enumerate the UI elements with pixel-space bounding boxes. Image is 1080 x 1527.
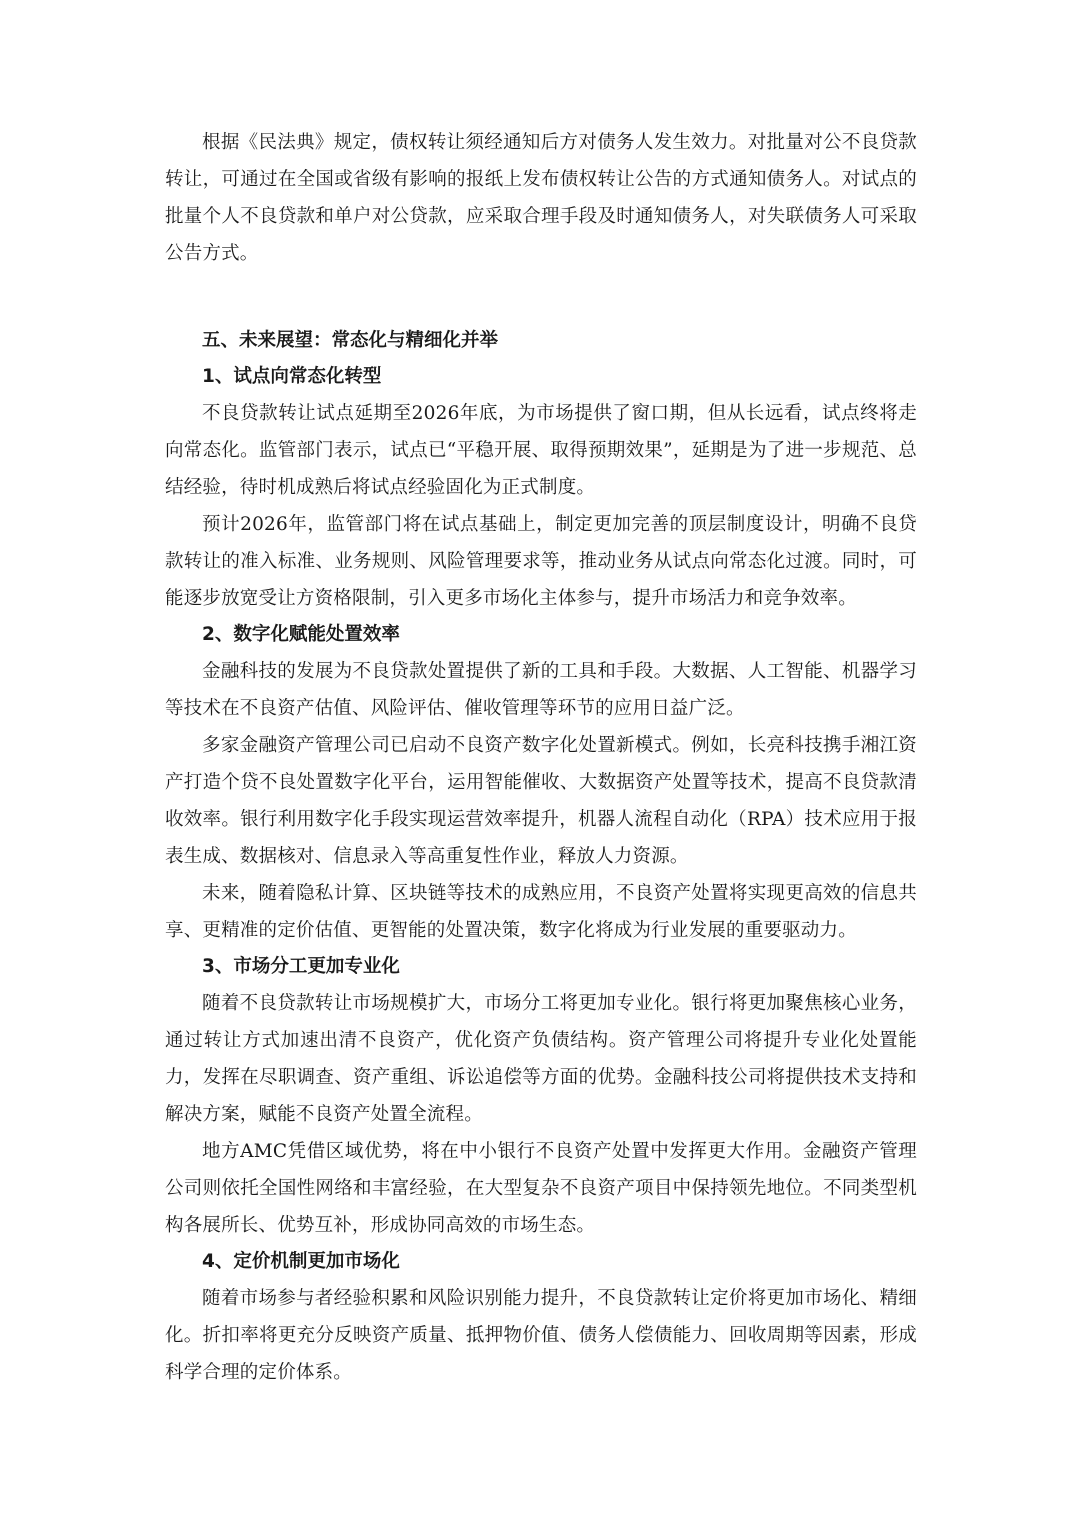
document-body bbox=[165, 124, 917, 1391]
paragraph: 预计2026年，监管部门将在试点基础上，制定更加完善的顶层制度设计，明确不良贷款转让的准入标准、业务规则、风险管理要求等，推动业务从试点向常态化过渡。同时，可能逐步放宽受让方资格限制，引入更多市场化主体参与，提升市场活力和竞争效率。 bbox=[165, 514, 917, 609]
intro-paragraph: 根据《民法典》规定，债权转让须经通知后方对债务人发生效力。对批量对公不良贷款转让，可通过在全国或省级有影响的报纸上发布债权转让公告的方式通知债务人。对试点的批量个人不良贷款和单户对公贷款，应采取合理手段及时通知债务人，对失联债务人可采取公告方式。 bbox=[165, 132, 917, 264]
subheading-pilot-normalization: 1、试点向常态化转型 bbox=[202, 366, 382, 387]
subheading-market-specialization: 3、市场分工更加专业化 bbox=[202, 956, 400, 977]
paragraph: 随着不良贷款转让市场规模扩大，市场分工将更加专业化。银行将更加聚焦核心业务，通过转让方式加速出清不良资产，优化资产负债结构。资产管理公司将提升专业化处置能力，发挥在尽职调查、资产重组、诉讼追偿等方面的优势。金融科技公司将提供技术支持和解决方案，赋能不良资产处置全流程。 bbox=[165, 993, 917, 1125]
paragraph: 金融科技的发展为不良贷款处置提供了新的工具和手段。大数据、人工智能、机器学习等技术在不良资产估值、风险评估、催收管理等环节的应用日益广泛。 bbox=[165, 661, 917, 719]
paragraph: 多家金融资产管理公司已启动不良资产数字化处置新模式。例如，长亮科技携手湘江资产打造个贷不良处置数字化平台，运用智能催收、大数据资产处置等技术，提高不良贷款清收效率。银行利用数字化手段实现运营效率提升，机器人流程自动化（RPA）技术应用于报表生成、数据核对、信息录入等高重复性作业，释放人力资源。 bbox=[165, 735, 917, 867]
subheading-market-pricing: 4、定价机制更加市场化 bbox=[202, 1251, 400, 1272]
paragraph: 随着市场参与者经验积累和风险识别能力提升，不良贷款转让定价将更加市场化、精细化。折扣率将更充分反映资产质量、抵押物价值、债务人偿债能力、回收周期等因素，形成科学合理的定价体系。 bbox=[165, 1288, 917, 1383]
section-heading-future-outlook: 五、未来展望：常态化与精细化并举 bbox=[202, 330, 499, 351]
subheading-digital-empowerment: 2、数字化赋能处置效率 bbox=[202, 624, 400, 645]
paragraph: 不良贷款转让试点延期至2026年底，为市场提供了窗口期，但从长远看，试点终将走向常态化。监管部门表示，试点已“平稳开展、取得预期效果”，延期是为了进一步规范、总结经验，待时机成熟后将试点经验固化为正式制度。 bbox=[165, 403, 917, 498]
paragraph: 未来，随着隐私计算、区块链等技术的成熟应用，不良资产处置将实现更高效的信息共享、更精准的定价估值、更智能的处置决策，数字化将成为行业发展的重要驱动力。 bbox=[165, 883, 917, 941]
paragraph: 地方AMC凭借区域优势，将在中小银行不良资产处置中发挥更大作用。金融资产管理公司则依托全国性网络和丰富经验，在大型复杂不良资产项目中保持领先地位。不同类型机构各展所长、优势互补，形成协同高效的市场生态。 bbox=[165, 1141, 917, 1236]
